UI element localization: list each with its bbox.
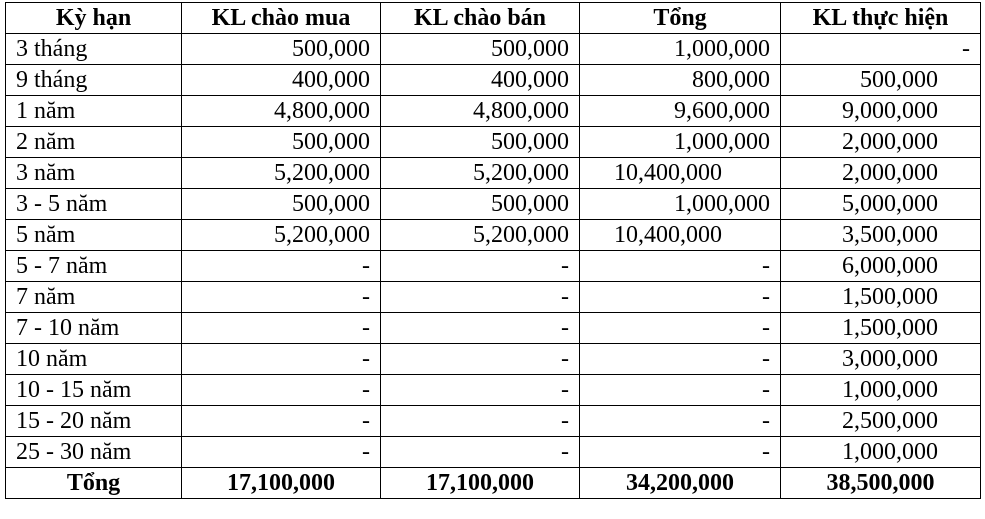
cell-executed-volume: 3,000,000 xyxy=(781,344,981,375)
cell-total: - xyxy=(580,375,781,406)
cell-bid-volume: - xyxy=(182,344,381,375)
table-row xyxy=(6,344,981,375)
header-row xyxy=(6,3,981,34)
cell-executed-volume: 9,000,000 xyxy=(781,96,981,127)
cell-bid-volume: 500,000 xyxy=(182,34,381,65)
table-row xyxy=(6,189,981,220)
cell-ask-volume: 500,000 xyxy=(381,127,580,158)
cell-executed-volume: 1,000,000 xyxy=(781,437,981,468)
cell-term: 25 - 30 năm xyxy=(6,437,182,468)
cell-term: 9 tháng xyxy=(6,65,182,96)
cell-ask-volume: - xyxy=(381,375,580,406)
table-row xyxy=(6,406,981,437)
cell-bid-volume: 4,800,000 xyxy=(182,96,381,127)
cell-ask-volume: 400,000 xyxy=(381,65,580,96)
cell-bid-volume: 400,000 xyxy=(182,65,381,96)
cell-total: 10,400,000 xyxy=(580,158,781,189)
cell-executed-volume: 2,500,000 xyxy=(781,406,981,437)
cell-ask-volume: 500,000 xyxy=(381,34,580,65)
cell-total: - xyxy=(580,313,781,344)
cell-bid-volume: - xyxy=(182,251,381,282)
table-row xyxy=(6,127,981,158)
cell-total: - xyxy=(580,437,781,468)
cell-executed-volume: - xyxy=(781,34,981,65)
table-row xyxy=(6,220,981,251)
cell-total: 1,000,000 xyxy=(580,34,781,65)
cell-bid-volume: 500,000 xyxy=(182,127,381,158)
cell-term: 3 - 5 năm xyxy=(6,189,182,220)
cell-bid-volume: - xyxy=(182,437,381,468)
cell-ask-volume: - xyxy=(381,251,580,282)
cell-term: 1 năm xyxy=(6,96,182,127)
table-row xyxy=(6,65,981,96)
total-label: Tổng xyxy=(6,468,182,499)
cell-term: 5 năm xyxy=(6,220,182,251)
total-executed-volume: 38,500,000 xyxy=(781,468,981,499)
bond-term-table xyxy=(5,2,981,499)
table-row xyxy=(6,437,981,468)
cell-executed-volume: 2,000,000 xyxy=(781,158,981,189)
table-row xyxy=(6,96,981,127)
cell-executed-volume: 1,000,000 xyxy=(781,375,981,406)
cell-executed-volume: 5,000,000 xyxy=(781,189,981,220)
cell-term: 15 - 20 năm xyxy=(6,406,182,437)
cell-executed-volume: 2,000,000 xyxy=(781,127,981,158)
cell-term: 3 năm xyxy=(6,158,182,189)
header-total: Tổng xyxy=(580,3,781,34)
cell-total: 1,000,000 xyxy=(580,127,781,158)
cell-bid-volume: - xyxy=(182,282,381,313)
cell-bid-volume: - xyxy=(182,375,381,406)
table-row xyxy=(6,375,981,406)
total-row xyxy=(6,468,981,499)
total-sum: 34,200,000 xyxy=(580,468,781,499)
cell-ask-volume: 5,200,000 xyxy=(381,158,580,189)
total-bid-volume: 17,100,000 xyxy=(182,468,381,499)
cell-executed-volume: 500,000 xyxy=(781,65,981,96)
cell-term: 3 tháng xyxy=(6,34,182,65)
total-ask-volume: 17,100,000 xyxy=(381,468,580,499)
cell-term: 7 - 10 năm xyxy=(6,313,182,344)
cell-total: - xyxy=(580,251,781,282)
cell-total: - xyxy=(580,282,781,313)
cell-ask-volume: - xyxy=(381,344,580,375)
cell-bid-volume: 5,200,000 xyxy=(182,158,381,189)
cell-ask-volume: 4,800,000 xyxy=(381,96,580,127)
table-row xyxy=(6,282,981,313)
cell-ask-volume: 500,000 xyxy=(381,189,580,220)
table-row xyxy=(6,251,981,282)
cell-total: - xyxy=(580,344,781,375)
cell-total: - xyxy=(580,406,781,437)
cell-bid-volume: - xyxy=(182,313,381,344)
cell-executed-volume: 1,500,000 xyxy=(781,313,981,344)
table-row xyxy=(6,158,981,189)
cell-executed-volume: 3,500,000 xyxy=(781,220,981,251)
cell-total: 10,400,000 xyxy=(580,220,781,251)
header-ask-volume: KL chào bán xyxy=(381,3,580,34)
cell-bid-volume: 5,200,000 xyxy=(182,220,381,251)
cell-total: 9,600,000 xyxy=(580,96,781,127)
header-term: Kỳ hạn xyxy=(6,3,182,34)
cell-total: 1,000,000 xyxy=(580,189,781,220)
cell-term: 2 năm xyxy=(6,127,182,158)
table-body xyxy=(6,34,981,468)
header-bid-volume: KL chào mua xyxy=(182,3,381,34)
cell-ask-volume: - xyxy=(381,406,580,437)
cell-executed-volume: 1,500,000 xyxy=(781,282,981,313)
cell-ask-volume: - xyxy=(381,313,580,344)
cell-bid-volume: 500,000 xyxy=(182,189,381,220)
cell-ask-volume: - xyxy=(381,437,580,468)
cell-term: 5 - 7 năm xyxy=(6,251,182,282)
cell-bid-volume: - xyxy=(182,406,381,437)
cell-term: 10 năm xyxy=(6,344,182,375)
cell-ask-volume: - xyxy=(381,282,580,313)
cell-total: 800,000 xyxy=(580,65,781,96)
header-executed-volume: KL thực hiện xyxy=(781,3,981,34)
cell-term: 10 - 15 năm xyxy=(6,375,182,406)
table-row xyxy=(6,34,981,65)
cell-term: 7 năm xyxy=(6,282,182,313)
cell-executed-volume: 6,000,000 xyxy=(781,251,981,282)
table-row xyxy=(6,313,981,344)
cell-ask-volume: 5,200,000 xyxy=(381,220,580,251)
